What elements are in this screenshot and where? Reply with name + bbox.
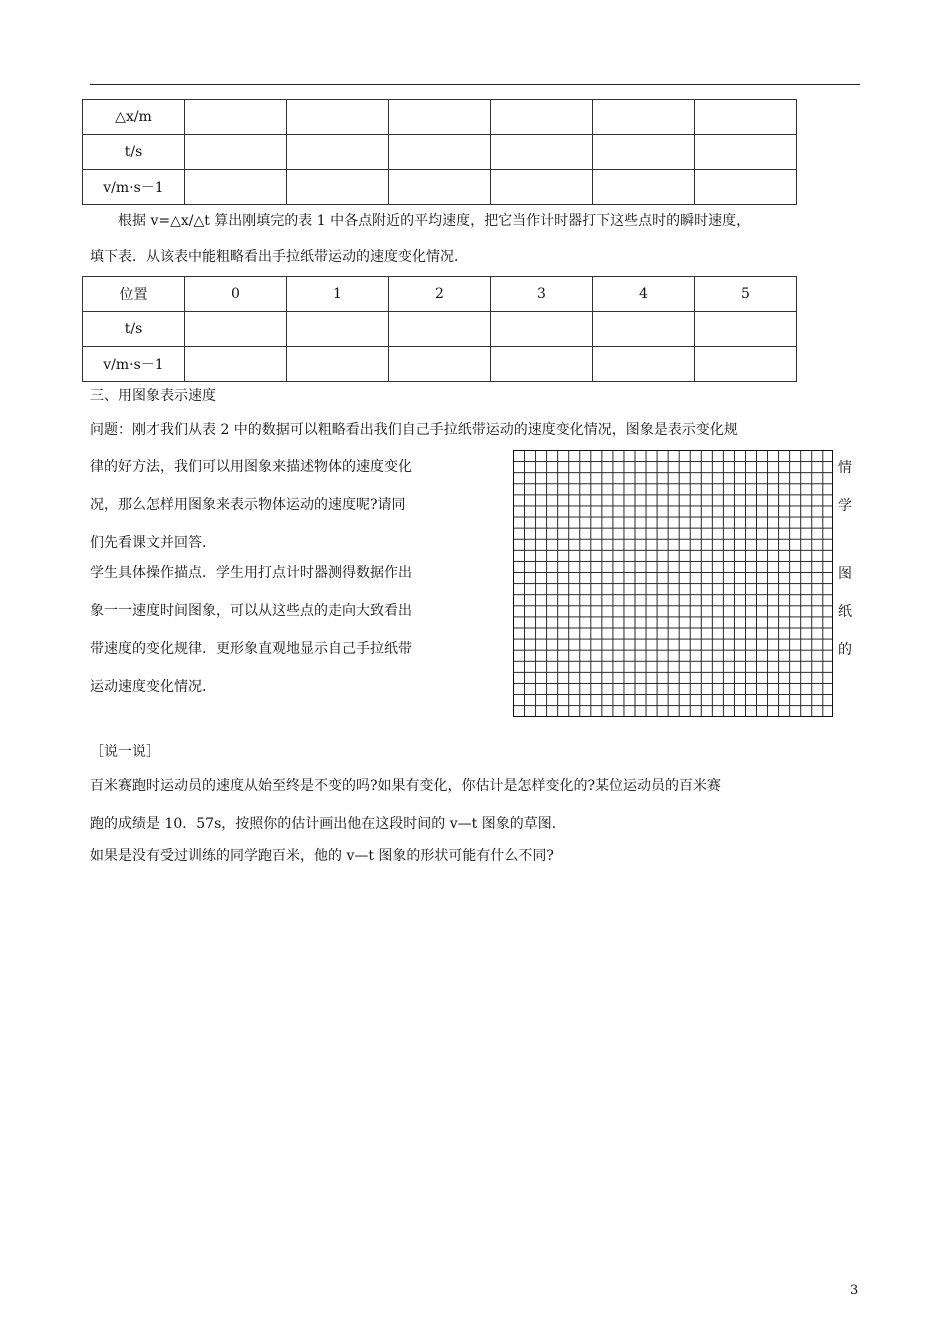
page-number: 3 bbox=[850, 1283, 859, 1298]
table-cell bbox=[695, 135, 797, 170]
table-cell bbox=[491, 170, 593, 205]
table-cell bbox=[287, 170, 389, 205]
table-cell bbox=[695, 312, 797, 347]
shuoyishuo-line-1: 百米赛跑时运动员的速度从始至终是不变的吗?如果有变化，你估计是怎样变化的?某位运动员的百米赛 bbox=[90, 778, 722, 794]
table-cell bbox=[389, 312, 491, 347]
table-cell bbox=[389, 135, 491, 170]
side-char-5: 的 bbox=[838, 642, 852, 658]
shuoyishuo-line-3: 如果是没有受过训练的同学跑百米，他的 v—t 图象的形状可能有什么不同? bbox=[90, 848, 554, 864]
table-cell bbox=[695, 347, 797, 382]
shuoyishuo-line-2: 跑的成绩是 10．57s，按照你的估计画出他在这段时间的 v—t 图象的草图． bbox=[90, 816, 566, 832]
table-row bbox=[83, 347, 797, 382]
table-cell bbox=[185, 100, 287, 135]
table-cell bbox=[287, 100, 389, 135]
table-cell bbox=[593, 135, 695, 170]
table-cell bbox=[491, 135, 593, 170]
table-row bbox=[83, 277, 797, 312]
question-line-4: 们先看课文并回答． bbox=[90, 535, 216, 551]
row-header: t/s bbox=[83, 135, 185, 170]
section-heading: 三、用图象表示速度 bbox=[90, 388, 216, 404]
table-cell bbox=[389, 347, 491, 382]
table-cell: 5 bbox=[695, 277, 797, 312]
header-rule bbox=[90, 84, 860, 85]
table-row bbox=[83, 312, 797, 347]
row-header: △x/m bbox=[83, 100, 185, 135]
row-header: v/m·s－1 bbox=[83, 347, 185, 382]
table-cell bbox=[593, 347, 695, 382]
graph-paper-grid bbox=[513, 450, 833, 717]
row-header: v/m·s－1 bbox=[83, 170, 185, 205]
data-table-2 bbox=[82, 276, 797, 382]
side-char-3: 图 bbox=[838, 566, 852, 582]
question-line-1: 问题：刚才我们从表 2 中的数据可以粗略看出我们自己手拉纸带运动的速度变化情况，图象是表示变化规 bbox=[90, 422, 738, 438]
instruction-line-2: 填下表．从该表中能粗略看出手拉纸带运动的速度变化情况． bbox=[90, 249, 468, 265]
table-cell bbox=[593, 312, 695, 347]
table-cell bbox=[185, 347, 287, 382]
table-cell bbox=[185, 312, 287, 347]
side-char-2: 学 bbox=[838, 498, 852, 514]
question-line-2: 律的好方法，我们可以用图象来描述物体的速度变化 bbox=[90, 459, 412, 475]
table-cell bbox=[695, 100, 797, 135]
activity-line-1: 学生具体操作描点．学生用打点计时器测得数据作出 bbox=[90, 565, 412, 581]
table-cell bbox=[287, 135, 389, 170]
instruction-line-1: 根据 v=△x/△t 算出刚填完的表 1 中各点附近的平均速度，把它当作计时器打下这些点时的瞬时速度， bbox=[118, 213, 751, 229]
table-cell bbox=[389, 170, 491, 205]
table-cell bbox=[593, 100, 695, 135]
table-cell bbox=[695, 170, 797, 205]
table-cell bbox=[491, 312, 593, 347]
table-row bbox=[83, 170, 797, 205]
side-char-4: 纸 bbox=[838, 604, 852, 620]
table-cell: 0 bbox=[185, 277, 287, 312]
table-row bbox=[83, 100, 797, 135]
table-cell: 1 bbox=[287, 277, 389, 312]
table-cell bbox=[389, 100, 491, 135]
table-row bbox=[83, 135, 797, 170]
question-line-3: 况，那么怎样用图象来表示物体运动的速度呢?请同 bbox=[90, 497, 406, 513]
activity-line-4: 运动速度变化情况． bbox=[90, 679, 216, 695]
table-cell bbox=[593, 170, 695, 205]
table-cell bbox=[491, 347, 593, 382]
table-cell: 2 bbox=[389, 277, 491, 312]
table-cell bbox=[185, 135, 287, 170]
activity-line-3: 带速度的变化规律．更形象直观地显示自己手拉纸带 bbox=[90, 641, 412, 657]
table-cell bbox=[287, 347, 389, 382]
table-cell bbox=[491, 100, 593, 135]
table-cell bbox=[287, 312, 389, 347]
data-table-1 bbox=[82, 99, 797, 205]
shuoyishuo-heading: ［说一说］ bbox=[90, 744, 160, 760]
row-header: t/s bbox=[83, 312, 185, 347]
table-cell: 3 bbox=[491, 277, 593, 312]
row-header: 位置 bbox=[83, 277, 185, 312]
activity-line-2: 象一一速度时间图象，可以从这些点的走向大致看出 bbox=[90, 603, 412, 619]
table-cell bbox=[185, 170, 287, 205]
side-char-1: 情 bbox=[838, 460, 852, 476]
table-cell: 4 bbox=[593, 277, 695, 312]
